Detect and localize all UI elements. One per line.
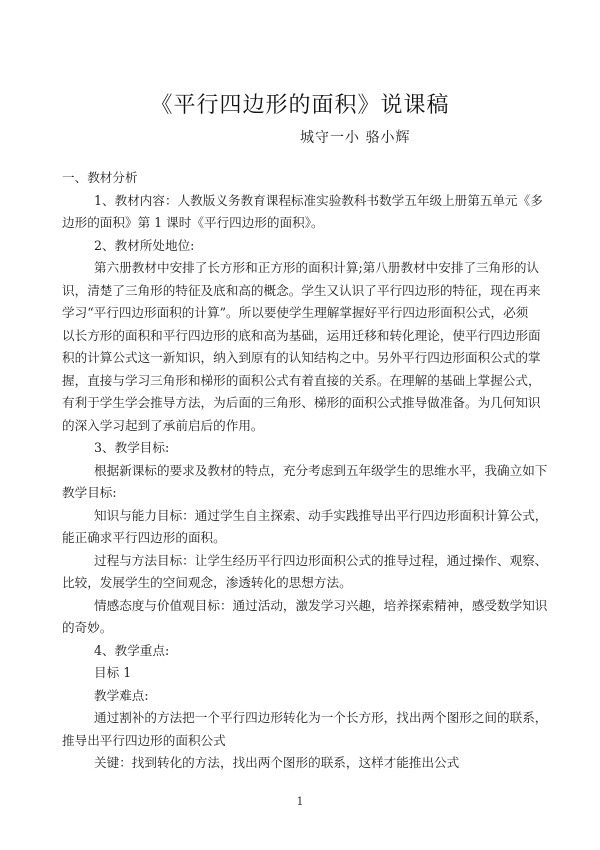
paragraph-line: 能正确求平行四边形的面积。 bbox=[62, 530, 226, 545]
paragraph-line: 根据新课标的要求及教材的特点，充分考虑到五年级学生的思维水平，我确立如下 bbox=[94, 462, 548, 478]
paragraph-line: 学习“平行四边形面积的计算”。所以要使学生理解掌握好平行四边形面积公式，必须 bbox=[62, 305, 529, 320]
section-heading-textbook-analysis: 一、教材分析 bbox=[62, 170, 138, 185]
subheading-goals: 3、教学目标: bbox=[94, 440, 170, 455]
paragraph-line: 边形的面积》第 1 课时《平行四边形的面积》。 bbox=[62, 215, 324, 230]
document-title: 《平行四边形的面积》说课稿 bbox=[150, 93, 450, 118]
subheading-position: 2、教材所处地位: bbox=[94, 237, 195, 253]
paragraph-line: 关键：找到转化的方法，找出两个图形的联系，这样才能推出公式 bbox=[94, 755, 460, 770]
paragraph-line: 通过割补的方法把一个平行四边形转化为一个长方形，找出两个图形之间的联系， bbox=[94, 710, 548, 725]
paragraph-line: 的深入学习起到了承前启后的作用。 bbox=[62, 417, 264, 433]
author-line: 城守一小 骆小辉 bbox=[300, 130, 411, 146]
paragraph-line: 第六册教材中安排了长方形和正方形的面积计算;第八册教材中安排了三角形的认 bbox=[94, 260, 540, 275]
paragraph-line: 有利于学生学会推导方法，为后面的三角形、梯形的面积公式推导做准备。为几何知识 bbox=[62, 395, 541, 410]
paragraph-line: 目标 1 bbox=[94, 665, 132, 680]
paragraph-line: 积的计算公式这一新知识，纳入到原有的认知结构之中。另外平行四边形面积公式的掌 bbox=[62, 350, 541, 365]
page-number: 1 bbox=[296, 795, 304, 808]
paragraph-line: 的奇妙。 bbox=[62, 620, 113, 635]
paragraph-line: 握，直接与学习三角形和梯形的面积公式有着直接的关系。在理解的基础上掌握公式， bbox=[62, 372, 541, 388]
paragraph-line: 比较，发展学生的空间观念，渗透转化的思想方法。 bbox=[62, 575, 352, 590]
paragraph-line: 过程与方法目标：让学生经历平行四边形面积公式的推导过程，通过操作、观察、 bbox=[94, 552, 548, 568]
subheading-difficulties: 教学难点: bbox=[94, 687, 149, 703]
paragraph-line: 知识与能力目标：通过学生自主探索、动手实践推导出平行四边形面积计算公式， bbox=[94, 507, 548, 523]
paragraph-line: 以长方形的面积和平行四边形的底和高为基础，运用迁移和转化理论，使平行四边形面 bbox=[62, 327, 541, 343]
paragraph-line: 情感态度与价值观目标：通过活动，激发学习兴趣，培养探索精神，感受数学知识 bbox=[94, 597, 548, 613]
paragraph-line: 识，清楚了三角形的特征及底和高的概念。学生又认识了平行四边形的特征，现在再来 bbox=[62, 282, 541, 298]
subheading-key-points: 4、教学重点: bbox=[94, 642, 170, 658]
paragraph-line: 1、教材内容：人教版义务教育课程标准实验教科书数学五年级上册第五单元《多 bbox=[94, 192, 543, 208]
paragraph-line: 教学目标: bbox=[62, 485, 117, 500]
paragraph-line: 推导出平行四边形的面积公式 bbox=[62, 732, 226, 748]
